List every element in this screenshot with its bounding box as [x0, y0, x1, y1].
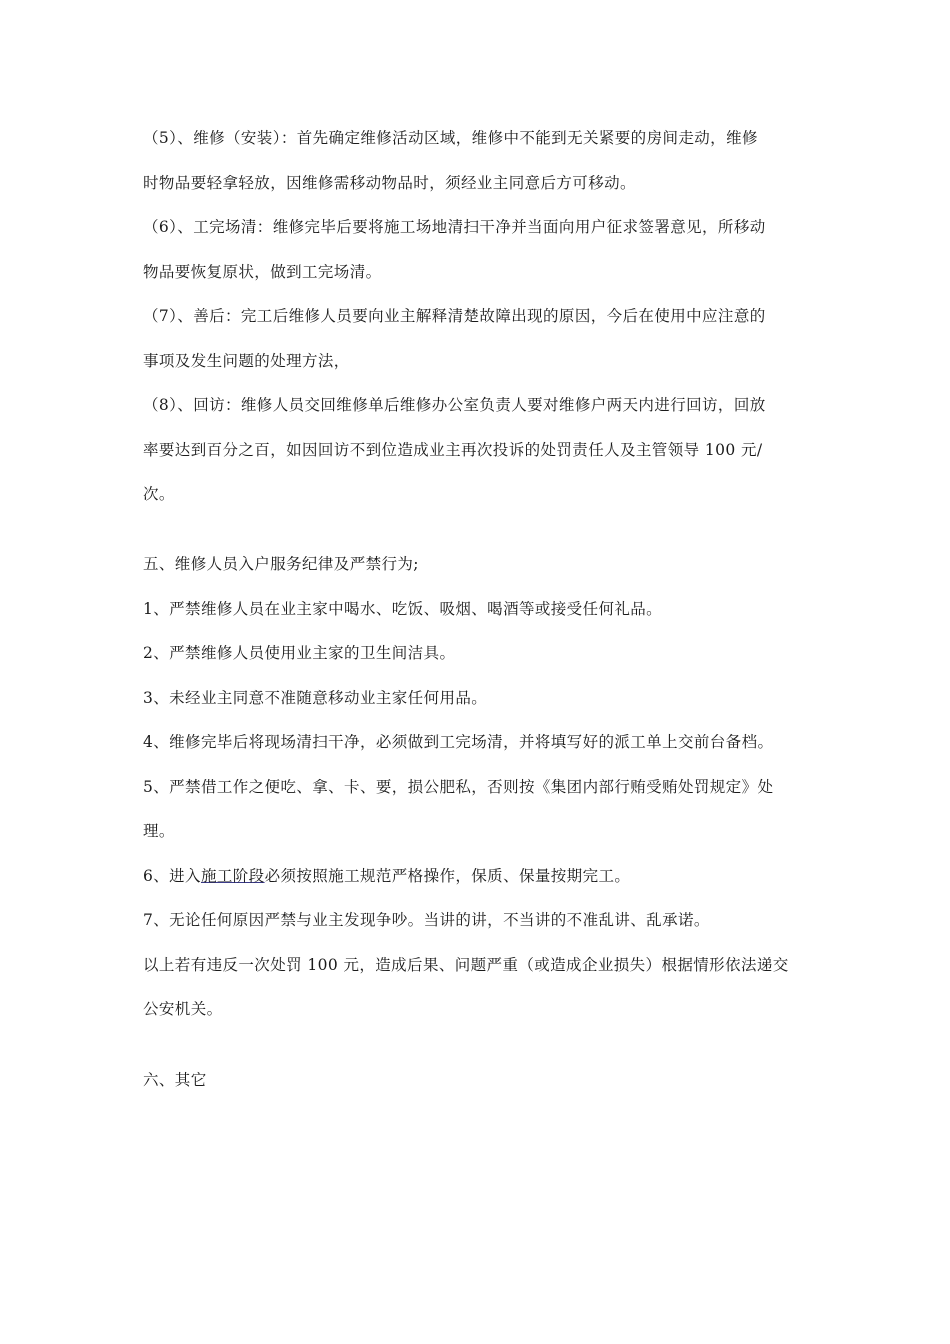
rule-6-prefix: 6、进入: [143, 867, 201, 885]
item-6-line-1: （6）、工完场清：维修完毕后要将施工场地清扫干净并当面向用户征求签署意见，所移动: [143, 218, 766, 236]
rule-2: 2、严禁维修人员使用业主家的卫生间洁具。: [143, 644, 456, 662]
section-6-heading: 六、其它: [143, 1071, 207, 1089]
item-8-line-3: 次。: [143, 485, 175, 503]
item-7-line-2: 事项及发生问题的处理方法，: [143, 352, 350, 370]
section-5-heading: 五、维修人员入户服务纪律及严禁行为;: [143, 555, 419, 573]
item-5-line-1: （5）、维修（安装）：首先确定维修活动区域，维修中不能到无关紧要的房间走动，维修: [143, 129, 758, 147]
item-5-line-2: 时物品要轻拿轻放，因维修需移动物品时，须经业主同意后方可移动。: [143, 174, 636, 192]
rule-4: 4、维修完毕后将现场清扫干净，必须做到工完场清，并将填写好的派工单上交前台备档。: [143, 733, 774, 751]
item-8-line-2: 率要达到百分之百，如因回访不到位造成业主再次投诉的处罚责任人及主管领导 100 元/: [143, 441, 763, 459]
penalty-line-2: 公安机关。: [143, 1000, 223, 1018]
rule-5-line-2: 理。: [143, 822, 175, 840]
rule-3: 3、未经业主同意不准随意移动业主家任何用品。: [143, 689, 488, 707]
rule-7: 7、无论任何原因严禁与业主发现争吵。当讲的讲，不当讲的不准乱讲、乱承诺。: [143, 911, 710, 929]
rule-1: 1、严禁维修人员在业主家中喝水、吃饭、吸烟、喝酒等或接受任何礼品。: [143, 600, 663, 618]
rule-6: [143, 866, 630, 886]
penalty-line-1: 以上若有违反一次处罚 100 元，造成后果、问题严重（或造成企业损失）根据情形依法递交: [143, 956, 789, 974]
construction-stage-link[interactable]: 施工阶段: [200, 867, 265, 885]
item-6-line-2: 物品要恢复原状，做到工完场清。: [143, 263, 382, 281]
item-7-line-1: （7）、善后：完工后维修人员要向业主解释清楚故障出现的原因，今后在使用中应注意的: [143, 307, 766, 325]
rule-5-line-1: 5、严禁借工作之便吃、拿、卡、要，损公肥私，否则按《集团内部行贿受贿处罚规定》处: [143, 778, 774, 796]
rule-6-suffix: 必须按照施工规范严格操作，保质、保量按期完工。: [264, 867, 631, 885]
item-8-line-1: （8）、回访：维修人员交回维修单后维修办公室负责人要对维修户两天内进行回访，回放: [143, 396, 766, 414]
